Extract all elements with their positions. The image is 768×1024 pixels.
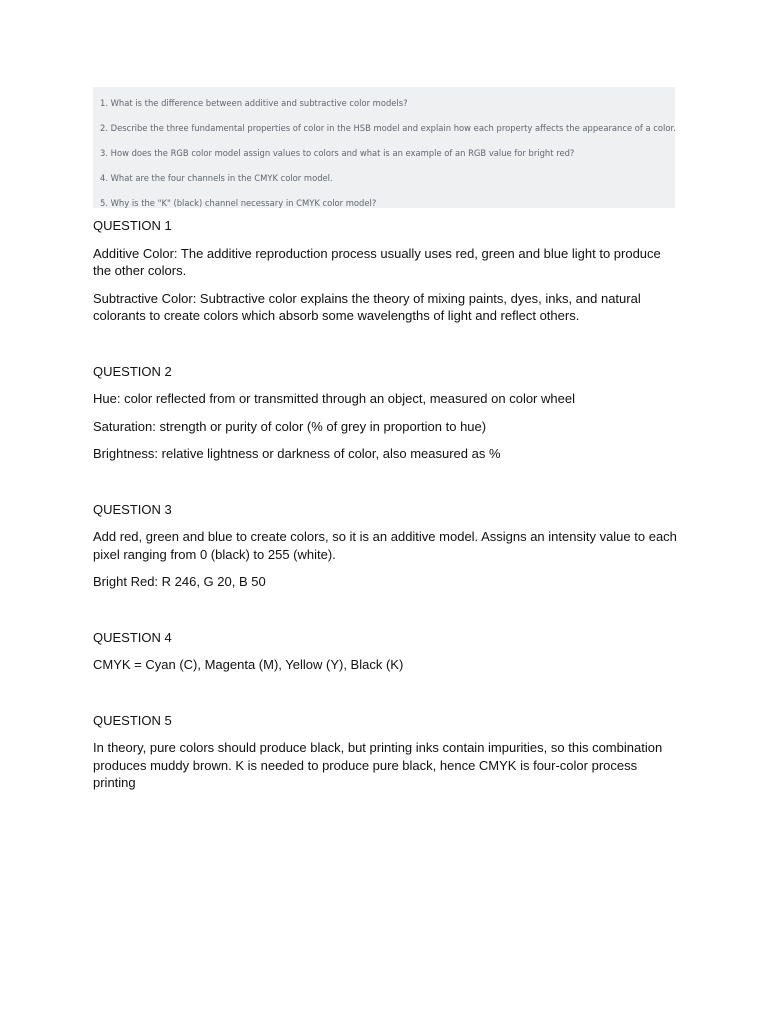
answer-paragraph: Brightness: relative lightness or darkness of color, also measured as % <box>93 446 501 461</box>
question-heading: QUESTION 3 <box>93 501 172 517</box>
question-list-item: 5. Why is the "K" (black) channel necessary in CMYK color model? <box>100 198 377 208</box>
section-spacer <box>93 473 678 501</box>
answer-paragraph: Subtractive Color: Subtractive color explains the theory of mixing paints, dyes, inks, and natural colorants to create colors which absorb some wavelengths of light and reflect others. <box>93 290 641 323</box>
section-spacer <box>93 335 678 363</box>
question-list-item: 4. What are the four channels in the CMYK color model. <box>100 173 333 183</box>
question-heading: QUESTION 2 <box>93 363 172 379</box>
question-list-item: 3. How does the RGB color model assign values to colors and what is an example of an RGB value for bright red? <box>100 148 575 158</box>
answer-paragraph: CMYK = Cyan (C), Magenta (M), Yellow (Y), Black (K) <box>93 657 404 672</box>
question-heading: QUESTION 1 <box>93 218 172 233</box>
answer-paragraph: Add red, green and blue to create colors, so it is an additive model. Assigns an intensity value to each pixel ranging from 0 (black) to 255 (white). <box>93 529 677 562</box>
answer-paragraph: Saturation: strength or purity of color (% of grey in proportion to hue) <box>93 418 487 434</box>
question-heading: QUESTION 4 <box>93 629 172 645</box>
question-heading: QUESTION 5 <box>93 712 172 728</box>
question-list-box <box>93 87 675 208</box>
answer-paragraph: In theory, pure colors should produce black, but printing inks contain impurities, so this combination produces muddy brown. K is needed to produce pure black, hence CMYK is four-color process printing <box>93 740 663 790</box>
question-list-item: 1. What is the difference between additive and subtractive color models? <box>100 98 408 108</box>
section-spacer <box>93 601 678 629</box>
answer-paragraph: Bright Red: R 246, G 20, B 50 <box>93 574 266 589</box>
question-list-item: 2. Describe the three fundamental properties of color in the HSB model and explain how each property affects the appearance of a color. <box>100 123 676 133</box>
answers-content <box>93 217 678 802</box>
answer-paragraph: Hue: color reflected from or transmitted through an object, measured on color wheel <box>93 391 575 406</box>
answer-paragraph: Additive Color: The additive reproduction process usually uses red, green and blue light to produce the other colors. <box>93 245 661 278</box>
section-spacer <box>93 684 678 712</box>
